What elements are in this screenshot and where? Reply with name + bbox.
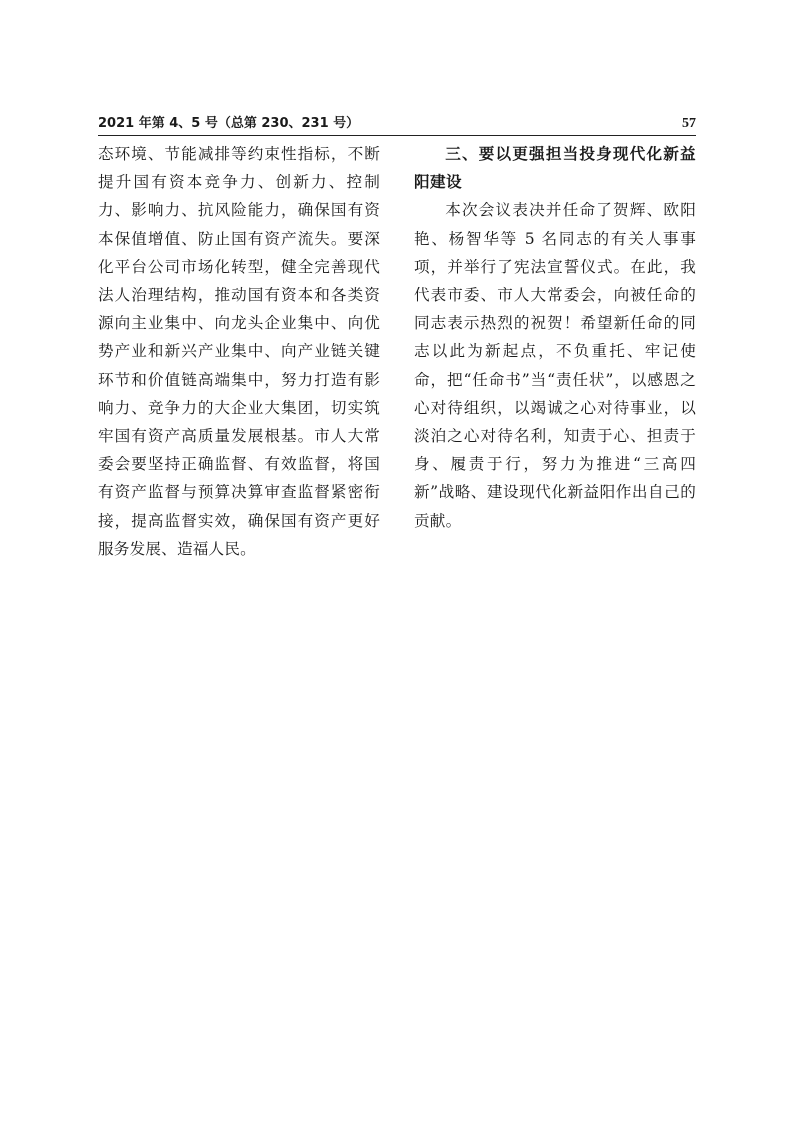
right-column: [414, 140, 696, 535]
issue-label: 2021 年第 4、5 号（总第 230、231 号）: [98, 116, 360, 131]
body-paragraph: 态环境、节能减排等约束性指标，不断提升国有资本竞争力、创新力、控制力、影响力、抗风险能力，确保国有资本保值增值、防止国有资产流失。要深化平台公司市场化转型，健全完善现代法人治理结构，推动国有资本和各类资源向主业集中、向龙头企业集中、向优势产业和新兴产业集中、向产业链关键环节和价值链高端集中，努力打造有影响力、竞争力的大企业大集团，切实筑牢国有资产高质量发展根基。市人大常委会要坚持正确监督、有效监督，将国有资产监督与预算决算审查监督紧密衔接，提高监督实效，确保国有资产更好服务发展、造福人民。: [98, 145, 380, 558]
page-number: 57: [682, 116, 696, 131]
page-header: [98, 115, 696, 136]
left-column: [98, 140, 380, 563]
section-heading: 三、要以更强担当投身现代化新益阳建设: [414, 145, 696, 192]
body-paragraph: 本次会议表决并任命了贺辉、欧阳艳、杨智华等 5 名同志的有关人事事项，并举行了宪法宣誓仪式。在此，我代表市委、市人大常委会，向被任命的同志表示热烈的祝贺！希望新任命的同志以此为新起点，不负重托、牢记使命，把“任命书”当“责任状”，以感恩之心对待组织，以竭诚之心对待事业，以淡泊之心对待名利，知责于心、担责于身、履责于行，努力为推进“三高四新”战略、建设现代化新益阳作出自己的贡献。: [414, 201, 696, 530]
